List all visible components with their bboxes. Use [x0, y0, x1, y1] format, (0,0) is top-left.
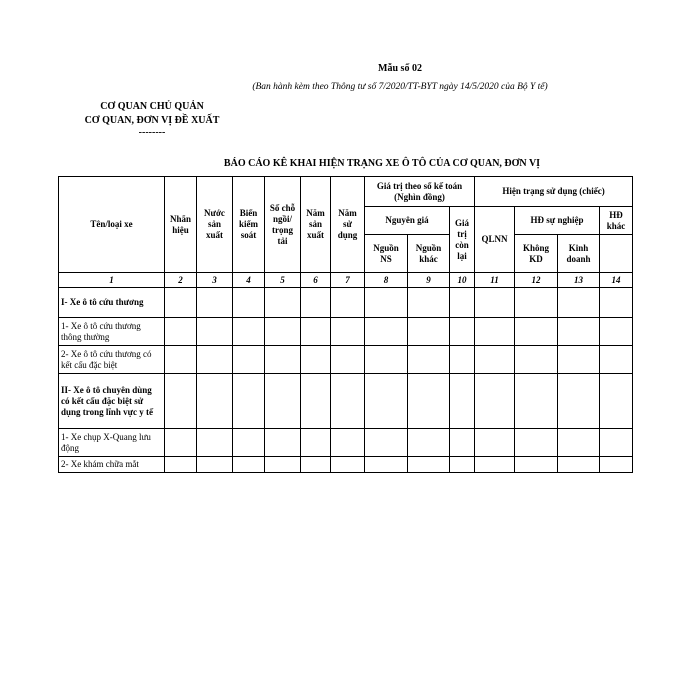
data-cell	[450, 457, 475, 473]
header-country: Nước sản xuất	[197, 177, 233, 273]
data-cell	[165, 346, 197, 374]
row-label: I- Xe ô tô cứu thương	[59, 288, 165, 318]
data-cell	[408, 288, 450, 318]
data-cell	[197, 288, 233, 318]
data-cell	[408, 374, 450, 429]
column-number: 11	[475, 273, 515, 288]
data-cell	[331, 346, 365, 374]
data-cell	[331, 429, 365, 457]
column-number: 12	[515, 273, 558, 288]
row-label: 2- Xe ô tô cứu thương có kết cấu đặc biệt	[59, 346, 165, 374]
data-cell	[197, 318, 233, 346]
data-cell	[450, 374, 475, 429]
data-cell	[450, 429, 475, 457]
data-cell	[475, 288, 515, 318]
data-cell	[515, 457, 558, 473]
data-cell	[265, 288, 301, 318]
data-cell	[165, 457, 197, 473]
header-state-budget: Nguồn NS	[365, 235, 408, 273]
table-row	[59, 374, 633, 429]
data-cell	[515, 288, 558, 318]
data-cell	[515, 346, 558, 374]
data-cell	[331, 374, 365, 429]
header-other-source: Nguồn khác	[408, 235, 450, 273]
data-cell	[450, 346, 475, 374]
agency-line-1: CƠ QUAN CHỦ QUẢN	[100, 101, 204, 112]
data-cell	[165, 374, 197, 429]
column-number: 1	[59, 273, 165, 288]
header-other-activity-blank	[600, 235, 633, 273]
data-cell	[408, 346, 450, 374]
data-cell	[475, 457, 515, 473]
data-cell	[365, 429, 408, 457]
data-cell	[365, 374, 408, 429]
header-year-used: Năm sử dụng	[331, 177, 365, 273]
table-row	[59, 429, 633, 457]
data-cell	[450, 288, 475, 318]
report-title: BÁO CÁO KÊ KHAI HIỆN TRẠNG XE Ô TÔ CỦA CƠ QUAN, ĐƠN VỊ	[223, 158, 541, 169]
vehicle-report-table	[58, 176, 633, 473]
column-number: 14	[600, 273, 633, 288]
data-cell	[301, 457, 331, 473]
table-row	[59, 346, 633, 374]
data-cell	[408, 457, 450, 473]
data-cell	[331, 457, 365, 473]
data-cell	[331, 288, 365, 318]
data-cell	[265, 346, 301, 374]
column-number: 2	[165, 273, 197, 288]
report-body	[59, 288, 633, 473]
agency-line-2: CƠ QUAN, ĐƠN VỊ ĐỀ XUẤT	[84, 115, 220, 126]
row-label: 1- Xe chụp X-Quang lưu động	[59, 429, 165, 457]
data-cell	[165, 429, 197, 457]
column-number: 10	[450, 273, 475, 288]
column-number: 7	[331, 273, 365, 288]
column-number: 5	[265, 273, 301, 288]
data-cell	[365, 457, 408, 473]
data-cell	[301, 288, 331, 318]
agency-block	[72, 100, 232, 138]
data-cell	[365, 346, 408, 374]
header-usage-status: Hiện trạng sử dụng (chiếc)	[475, 177, 633, 207]
data-cell	[233, 346, 265, 374]
column-number: 6	[301, 273, 331, 288]
data-cell	[197, 429, 233, 457]
data-cell	[365, 318, 408, 346]
header-year-made: Năm sản xuất	[301, 177, 331, 273]
header-other-activity: HĐ khác	[600, 207, 633, 235]
data-cell	[558, 374, 600, 429]
data-cell	[600, 374, 633, 429]
header-original-price: Nguyên giá	[365, 207, 450, 235]
data-cell	[600, 429, 633, 457]
row-label: II- Xe ô tô chuyên dùng có kết cấu đặc biệt sử dụng trong lĩnh vực y tế	[59, 374, 165, 429]
data-cell	[408, 429, 450, 457]
data-cell	[558, 288, 600, 318]
header-seats: Số chỗ ngồi/ trọng tải	[265, 177, 301, 273]
data-cell	[233, 374, 265, 429]
column-number-row	[59, 273, 633, 288]
header-vehicle-type: Tên/loại xe	[59, 177, 165, 273]
data-cell	[558, 429, 600, 457]
data-cell	[197, 457, 233, 473]
issuance-note: (Ban hành kèm theo Thông tư số 7/2020/TT-BYT ngày 14/5/2020 của Bộ Y tế)	[252, 82, 548, 92]
header-qlnn: QLNN	[475, 207, 515, 273]
column-number: 4	[233, 273, 265, 288]
data-cell	[515, 374, 558, 429]
data-cell	[600, 318, 633, 346]
data-cell	[265, 318, 301, 346]
data-cell	[515, 429, 558, 457]
data-cell	[233, 288, 265, 318]
data-cell	[197, 346, 233, 374]
table-row	[59, 457, 633, 473]
header-business: Kinh doanh	[558, 235, 600, 273]
header-non-business: Không KD	[515, 235, 558, 273]
table-row	[59, 318, 633, 346]
data-cell	[197, 374, 233, 429]
data-cell	[558, 318, 600, 346]
data-cell	[475, 374, 515, 429]
header-public-service: HĐ sự nghiệp	[515, 207, 600, 235]
data-cell	[301, 346, 331, 374]
data-cell	[265, 429, 301, 457]
data-cell	[408, 318, 450, 346]
column-number: 8	[365, 273, 408, 288]
agency-divider: --------	[138, 127, 166, 138]
row-label: 1- Xe ô tô cứu thương thông thường	[59, 318, 165, 346]
data-cell	[233, 429, 265, 457]
column-number: 3	[197, 273, 233, 288]
data-cell	[233, 457, 265, 473]
data-cell	[265, 374, 301, 429]
form-number: Mẫu số 02	[378, 63, 422, 74]
data-cell	[165, 288, 197, 318]
data-cell	[365, 288, 408, 318]
data-cell	[450, 318, 475, 346]
data-cell	[475, 318, 515, 346]
header-plate: Biển kiểm soát	[233, 177, 265, 273]
data-cell	[301, 318, 331, 346]
data-cell	[233, 318, 265, 346]
data-cell	[475, 346, 515, 374]
column-number: 13	[558, 273, 600, 288]
data-cell	[600, 457, 633, 473]
data-cell	[265, 457, 301, 473]
table-row	[59, 288, 633, 318]
column-number: 9	[408, 273, 450, 288]
data-cell	[515, 318, 558, 346]
data-cell	[165, 318, 197, 346]
data-cell	[558, 346, 600, 374]
row-label: 2- Xe khám chữa mắt	[59, 457, 165, 473]
header-brand: Nhãn hiệu	[165, 177, 197, 273]
data-cell	[600, 346, 633, 374]
data-cell	[475, 429, 515, 457]
data-cell	[301, 429, 331, 457]
data-cell	[558, 457, 600, 473]
header-book-value: Giá trị theo sổ kế toán (Nghìn đồng)	[365, 177, 475, 207]
header-remaining-value: Giá trị còn lại	[450, 207, 475, 273]
data-cell	[331, 318, 365, 346]
data-cell	[301, 374, 331, 429]
data-cell	[600, 288, 633, 318]
